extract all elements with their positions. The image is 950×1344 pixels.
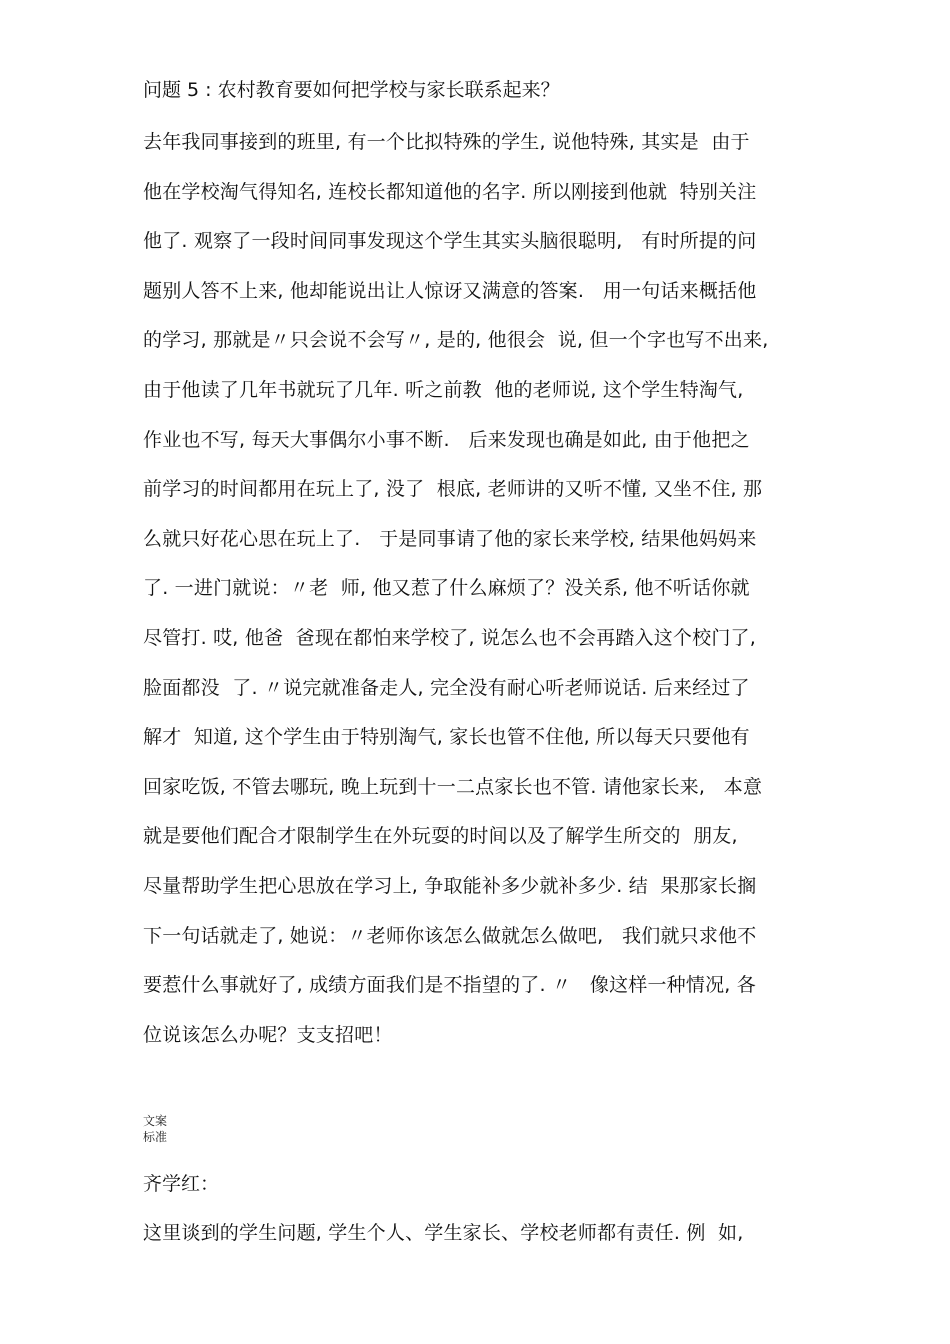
paragraph-line: 解才 知道, 这个学生由于特别淘气, 家长也管不住他, 所以每天只要他有	[143, 726, 750, 749]
note-line-2: 标准	[143, 1130, 168, 1144]
paragraph-line: 下一句话就走了, 她说：〃老师你该怎么做就怎么做吧, 我们就只求他不	[143, 924, 757, 947]
paragraph-line: 了. 一进门就说：〃老 师, 他又惹了什么麻烦了？没关系, 他不听话你就	[143, 577, 750, 600]
paragraph-line: 尽管打. 哎, 他爸 爸现在都怕来学校了, 说怎么也不会再踏入这个校门了,	[143, 627, 756, 649]
paragraph-line: 去年我同事接到的班里, 有一个比拟特殊的学生, 说他特殊, 其实是 由于	[143, 131, 750, 153]
paragraph-line: 他在学校淘气得知名, 连校长都知道他的名字. 所以刚接到他就 特别关注	[143, 180, 757, 203]
paragraph-line: 由于他读了几年书就玩了几年. 听之前教 他的老师说, 这个学生特淘气,	[143, 379, 744, 401]
paragraph-line: 的学习, 那就是〃只会说不会写〃, 是的, 他很会 说, 但一个字也写不出来,	[143, 329, 769, 352]
question-heading: 问题 5 : 农村教育要如何把学校与家长联系起来？	[143, 79, 560, 101]
paragraph-line: 前学习的时间都用在玩上了, 没了 根底, 老师讲的又听不懂, 又坐不住, 那	[143, 478, 763, 501]
speaker-name: 齐学红：	[143, 1173, 220, 1195]
paragraph-line: 位说该怎么办呢？支支招吧！	[143, 1023, 393, 1046]
paragraph-line: 么就只好花心思在玩上了. 于是同事请了他的家长来学校, 结果他妈妈来	[143, 527, 757, 550]
paragraph-line: 回家吃饭, 不管去哪玩, 晚上玩到十一二点家长也不管. 请他家长来, 本意	[143, 775, 763, 798]
footer-note	[143, 1113, 167, 1145]
paragraph-line: 要惹什么事就好了, 成绩方面我们是不指望的了. 〃 像这样一种情况, 各	[143, 974, 756, 997]
paragraph-line: 就是要他们配合才限制学生在外玩耍的时间以及了解学生所交的 朋友,	[143, 825, 738, 848]
note-line-1: 文案	[143, 1114, 168, 1128]
paragraph-line: 题别人答不上来, 他却能说出让人惊讶又满意的答案. 用一句话来概括他	[143, 279, 757, 302]
paragraph-line: 他了. 观察了一段时间同事发现这个学生其实头脑很聪明, 有时所提的问	[143, 230, 757, 253]
paragraph-line: 作业也不写, 每天大事偶尔小事不断. 后来发现也确是如此, 由于他把之	[143, 428, 750, 451]
reply-line: 这里谈到的学生问题, 学生个人、学生家长、学校老师都有责任. 例 如,	[143, 1222, 744, 1244]
paragraph-line: 尽量帮助学生把心思放在学习上, 争取能补多少就补多少. 结 果那家长搁	[143, 875, 757, 897]
paragraph-line: 脸面都没 了. 〃说完就准备走人, 完全没有耐心听老师说话. 后来经过了	[143, 676, 750, 699]
